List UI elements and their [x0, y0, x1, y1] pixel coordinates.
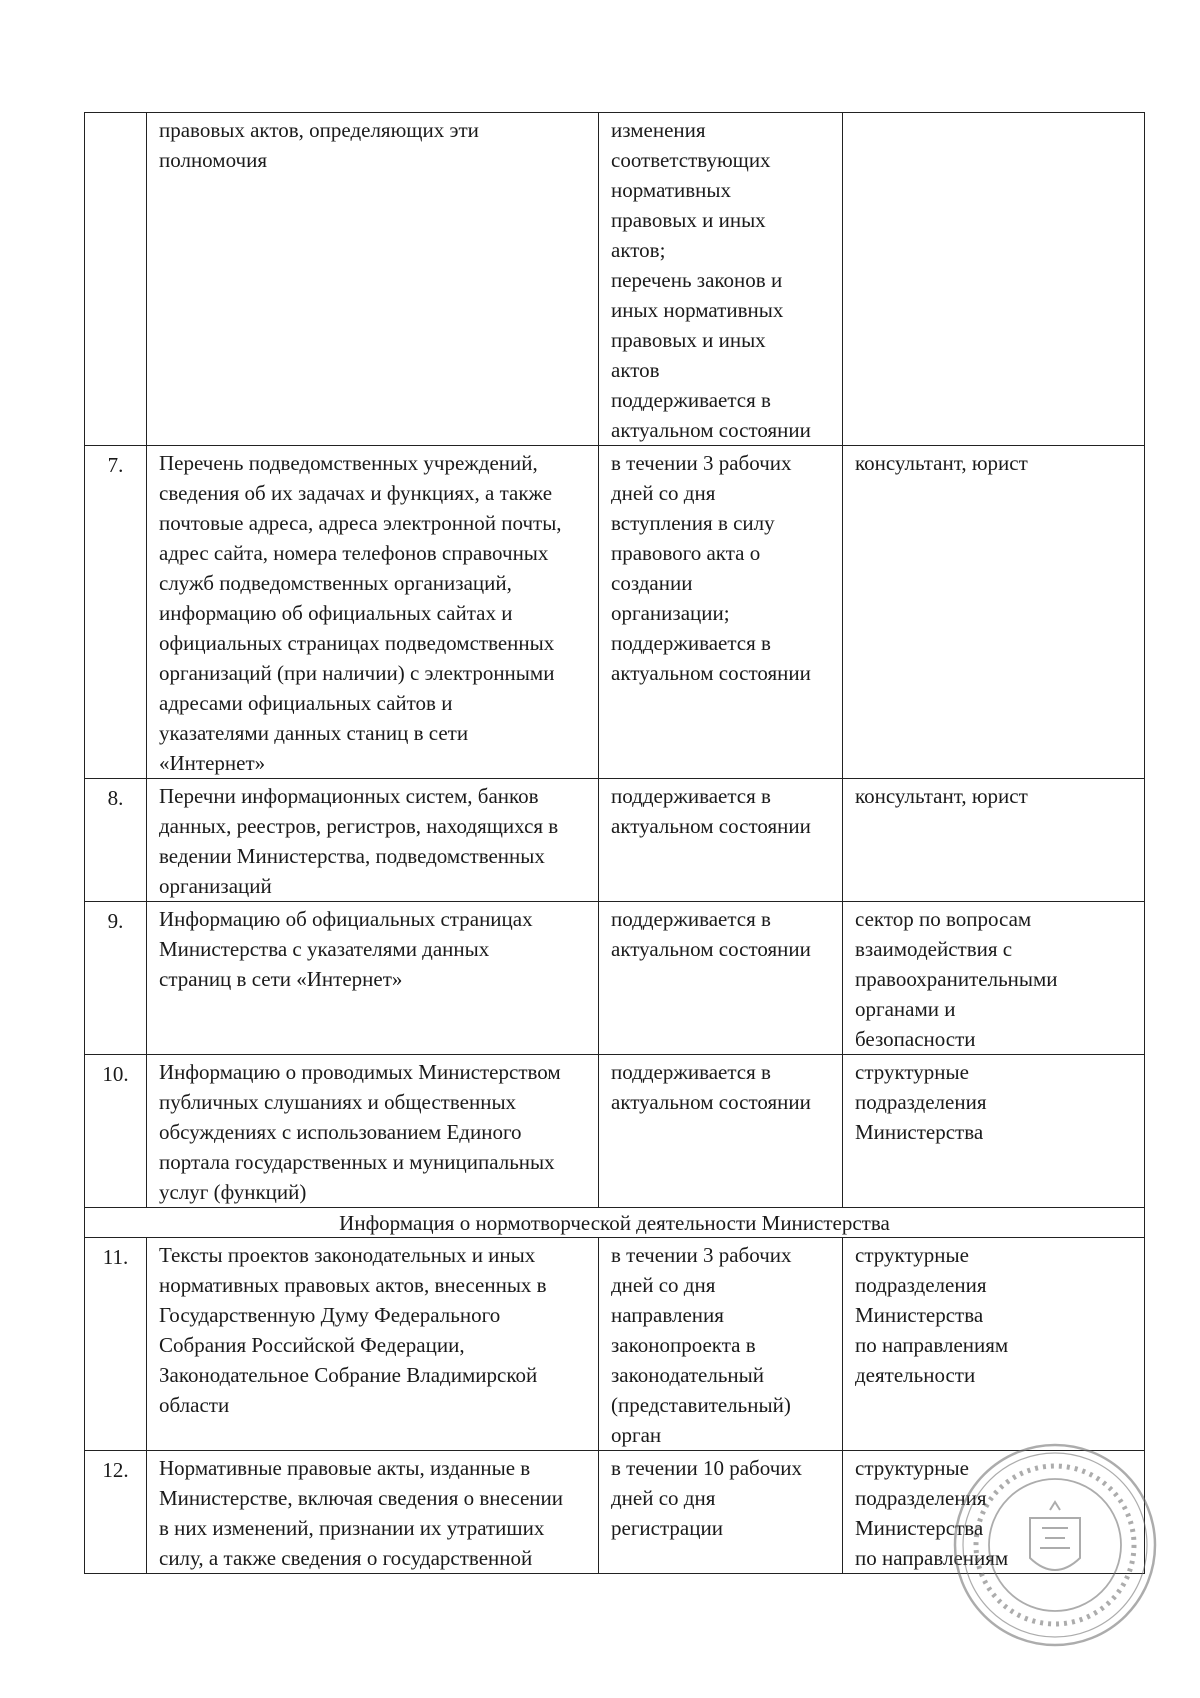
- row-number: 9.: [85, 902, 147, 1055]
- table-row: [85, 113, 1145, 446]
- table-row: [85, 1055, 1145, 1208]
- row-timing: в течении 3 рабочих дней со дня направления законопроекта в законодательный (представительный) орган: [599, 1238, 843, 1451]
- row-responsible: структурные подразделения Министерства: [843, 1055, 1145, 1208]
- table-row: [85, 779, 1145, 902]
- row-number: 12.: [85, 1451, 147, 1574]
- official-seal: [950, 1440, 1160, 1650]
- row-responsible: консультант, юрист: [843, 779, 1145, 902]
- section-row: [85, 1208, 1145, 1238]
- row-timing: поддерживается в актуальном состоянии: [599, 779, 843, 902]
- table-body: [85, 113, 1145, 1574]
- row-number: 8.: [85, 779, 147, 902]
- row-responsible: [843, 113, 1145, 446]
- row-responsible: сектор по вопросам взаимодействия с правоохранительными органами и безопасности: [843, 902, 1145, 1055]
- row-timing: в течении 10 рабочих дней со дня регистрации: [599, 1451, 843, 1574]
- row-number: 7.: [85, 446, 147, 779]
- row-description: правовых актов, определяющих эти полномочия: [147, 113, 599, 446]
- row-number: 10.: [85, 1055, 147, 1208]
- table-row: [85, 1238, 1145, 1451]
- row-number: 11.: [85, 1238, 147, 1451]
- row-timing: в течении 3 рабочих дней со дня вступления в силу правового акта о создании организации; поддерживается в актуальном состоянии: [599, 446, 843, 779]
- row-description: Нормативные правовые акты, изданные в Министерстве, включая сведения о внесении в них изменений, признании их утратиших силу, а также сведения о государственной: [147, 1451, 599, 1574]
- table-row: [85, 902, 1145, 1055]
- row-description: Перечни информационных систем, банков данных, реестров, регистров, находящихся в ведении Министерства, подведомственных организаций: [147, 779, 599, 902]
- row-description: Информацию о проводимых Министерством публичных слушаниях и общественных обсуждениях с использованием Единого портала государственных и муниципальных услуг (функций): [147, 1055, 599, 1208]
- seal-icon: [950, 1440, 1160, 1650]
- row-timing: изменения соответствующих нормативных правовых и иных актов; перечень законов и иных нормативных правовых и иных актов поддерживается в актуальном состоянии: [599, 113, 843, 446]
- register-table: [84, 112, 1145, 1574]
- row-description: Информацию об официальных страницах Министерства с указателями данных страниц в сети «Интернет»: [147, 902, 599, 1055]
- row-timing: поддерживается в актуальном состоянии: [599, 1055, 843, 1208]
- row-number: [85, 113, 147, 446]
- row-responsible: структурные подразделения Министерства по направлениям: [843, 1451, 1145, 1574]
- row-description: Перечень подведомственных учреждений, сведения об их задачах и функциях, а также почтовые адреса, адреса электронной почты, адрес сайта, номера телефонов справочных служб подведомственных организаций, информацию об официальных сайтах и официальных страницах подведомственных организаций (при наличии) с электронными адресами официальных сайтов и указателями данных станиц в сети «Интернет»: [147, 446, 599, 779]
- section-heading: Информация о нормотворческой деятельности Министерства: [85, 1208, 1145, 1238]
- row-responsible: консультант, юрист: [843, 446, 1145, 779]
- row-responsible: структурные подразделения Министерства по направлениям деятельности: [843, 1238, 1145, 1451]
- row-timing: поддерживается в актуальном состоянии: [599, 902, 843, 1055]
- table-row: [85, 446, 1145, 779]
- row-description: Тексты проектов законодательных и иных нормативных правовых актов, внесенных в Государственную Думу Федерального Собрания Российской Федерации, Законодательное Собрание Владимирской области: [147, 1238, 599, 1451]
